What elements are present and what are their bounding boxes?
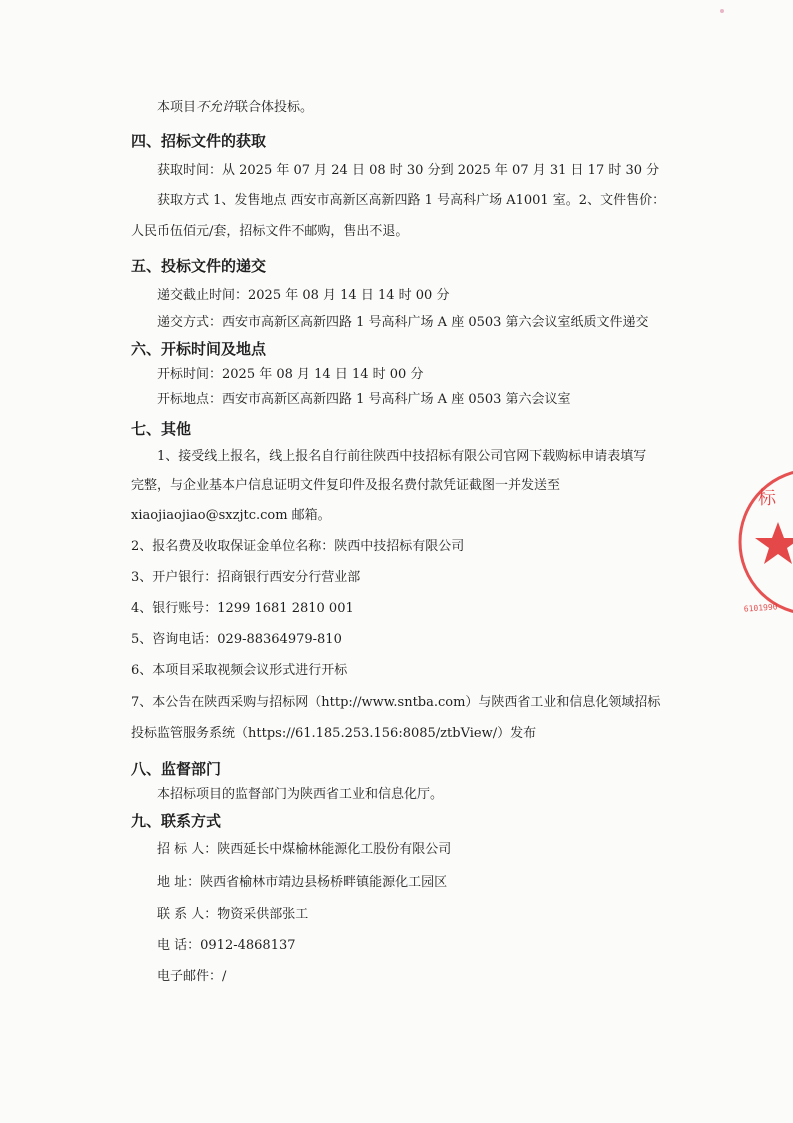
obtain-method-line2: 人民币伍佰元/套，招标文件不邮购，售出不退。 [131, 224, 409, 239]
section-heading-supervision: 八、监督部门 [131, 760, 222, 778]
seal-star-icon [755, 522, 793, 564]
seal-character: 标 [758, 488, 776, 509]
supervision-text: 本招标项目的监督部门为陕西省工业和信息化厅。 [157, 787, 444, 802]
consortium-note [157, 99, 313, 117]
submission-method: 递交方式：西安市高新区高新四路 1 号高科广场 A 座 0503 第六会议室纸质文件递交 [157, 315, 649, 330]
submission-deadline: 递交截止时间：2025 年 08 月 14 日 14 时 00 分 [157, 288, 450, 303]
section-heading-submission: 五、投标文件的递交 [131, 257, 267, 275]
consortium-note-post: 联合体投标。 [235, 100, 314, 115]
company-seal [738, 462, 793, 622]
other-item7-line1: 7、本公告在陕西采购与招标网（http://www.sntba.com）与陕西省工业和信息化领域招标 [131, 695, 661, 710]
other-item1-line2: 完整，与企业基本户信息证明文件复印件及报名费付款凭证截图一并发送至 [131, 478, 561, 493]
contact-tenderer: 招 标 人：陕西延长中煤榆林能源化工股份有限公司 [157, 842, 452, 857]
section-heading-other: 七、其他 [131, 420, 192, 438]
other-item2: 2、报名费及收取保证金单位名称：陕西中技招标有限公司 [131, 539, 465, 554]
section-heading-obtain: 四、招标文件的获取 [131, 132, 267, 150]
other-item5: 5、咨询电话：029-88364979-810 [131, 632, 342, 647]
other-item6: 6、本项目采取视频会议形式进行开标 [131, 663, 348, 678]
consortium-note-pre: 本项目 [157, 100, 197, 115]
scan-speck [720, 9, 724, 13]
contact-phone: 电 话：0912-4868137 [157, 938, 296, 953]
seal-graphic [738, 462, 793, 622]
other-item1-email: xiaojiaojiao@sxzjtc.com 邮箱。 [131, 508, 331, 523]
other-item1-line1: 1、接受线上报名，线上报名自行前往陕西中技招标有限公司官网下载购标申请表填写 [157, 449, 647, 464]
opening-place: 开标地点：西安市高新区高新四路 1 号高科广场 A 座 0503 第六会议室 [157, 392, 571, 407]
section-heading-contact: 九、联系方式 [131, 812, 222, 830]
other-item3: 3、开户银行：招商银行西安分行营业部 [131, 570, 361, 585]
contact-person: 联 系 人：物资采供部张工 [157, 907, 309, 922]
obtain-time: 获取时间：从 2025 年 07 月 24 日 08 时 30 分到 2025 年 07 月 31 日 17 时 30 分 [157, 163, 660, 178]
contact-address: 地 址：陕西省榆林市靖边县杨桥畔镇能源化工园区 [157, 875, 448, 890]
obtain-method-line1: 获取方式 1、发售地点 西安市高新区高新四路 1 号高科广场 A1001 室。2、文件售价： [157, 193, 666, 208]
opening-time: 开标时间：2025 年 08 月 14 日 14 时 00 分 [157, 367, 424, 382]
seal-number: 6101990 [743, 602, 778, 614]
contact-email: 电子邮件：/ [157, 969, 227, 984]
other-item7-line2: 投标监管服务系统（https://61.185.253.156:8085/ztbView/）发布 [131, 726, 537, 741]
consortium-note-emphasis: 不允许 [196, 100, 236, 115]
section-heading-opening: 六、开标时间及地点 [131, 340, 267, 358]
other-item4: 4、银行账号：1299 1681 2810 001 [131, 601, 354, 616]
